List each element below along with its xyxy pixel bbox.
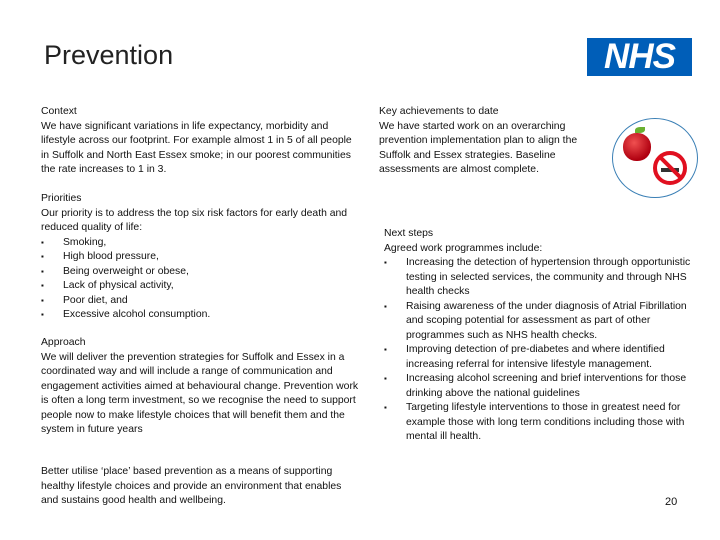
list-item: ▪ Increasing the detection of hypertension through opportunistic testing in selected services, the community and through NHS health checks (384, 256, 694, 300)
approach-heading: Approach (41, 337, 86, 348)
list-item: ▪ Targeting lifestyle interventions to those in greatest need for example those with long term conditions including those with mental ill health. (384, 401, 694, 445)
achievements-heading: Key achievements to date (379, 106, 499, 117)
context-section (41, 105, 361, 178)
page-title: Prevention (44, 40, 174, 70)
priorities-section (41, 192, 361, 323)
list-item: ▪ Increasing alcohol screening and brief interventions for those drinking above the national guidelines (384, 372, 694, 401)
list-item: ▪ Raising awareness of the under diagnosis of Atrial Fibrillation and scoping potential for assessment as part of other programmes such as NHS health checks. (384, 300, 694, 344)
context-heading: Context (41, 106, 77, 117)
next-steps-section (384, 227, 694, 445)
apple-no-smoking-icon (612, 118, 698, 198)
achievements-section (379, 105, 604, 178)
list-item: ▪ Smoking, (41, 236, 361, 251)
next-steps-heading: Next steps (384, 228, 434, 239)
apple-icon (623, 133, 651, 161)
list-item: ▪ Improving detection of pre-diabetes and where identified increasing referral for intensive lifestyle management. (384, 343, 694, 372)
approach-section (41, 336, 359, 438)
approach-text: We will deliver the prevention strategies for Suffolk and Essex in a coordinated way and will include a range of communication and engagement activities aimed at behavioural change. Prevention work is often a long term investment, so we recognise the need to support people now to make lifestyle choices that will benefit them and the system in future years (41, 351, 359, 435)
list-item: ▪ Poor diet, and (41, 294, 361, 309)
achievements-text: We have started work on an overarching prevention implementation plan to align the Suffolk and Essex strategies. Baseline assessments are almost complete. (379, 120, 578, 175)
list-item: ▪ Being overweight or obese, (41, 265, 361, 280)
next-steps-text: Agreed work programmes include: (384, 242, 543, 254)
context-text: We have significant variations in life expectancy, morbidity and lifestyle across our footprint. For example almost 1 in 5 of all people in Suffolk and North East Essex smoke; in our poorest communities the rate increases to 1 in 3. (41, 120, 352, 175)
leaf-icon (635, 127, 645, 133)
page-number: 20 (665, 496, 678, 508)
list-item: ▪ High blood pressure, (41, 250, 361, 265)
priorities-heading: Priorities (41, 193, 82, 204)
list-item: ▪ Lack of physical activity, (41, 279, 361, 294)
priorities-text: Our priority is to address the top six risk factors for early death and reduced quality of life: (41, 207, 348, 233)
better-utilise-text: Better utilise ‘place’ based prevention as a means of supporting healthy lifestyle choices and provide an environment that enables and sustains good health and wellbeing. (41, 466, 342, 506)
list-item: ▪ Excessive alcohol consumption. (41, 308, 361, 323)
nhs-logo: NHS (587, 38, 692, 76)
no-smoking-icon (653, 151, 687, 185)
cigarette-icon (661, 168, 679, 172)
